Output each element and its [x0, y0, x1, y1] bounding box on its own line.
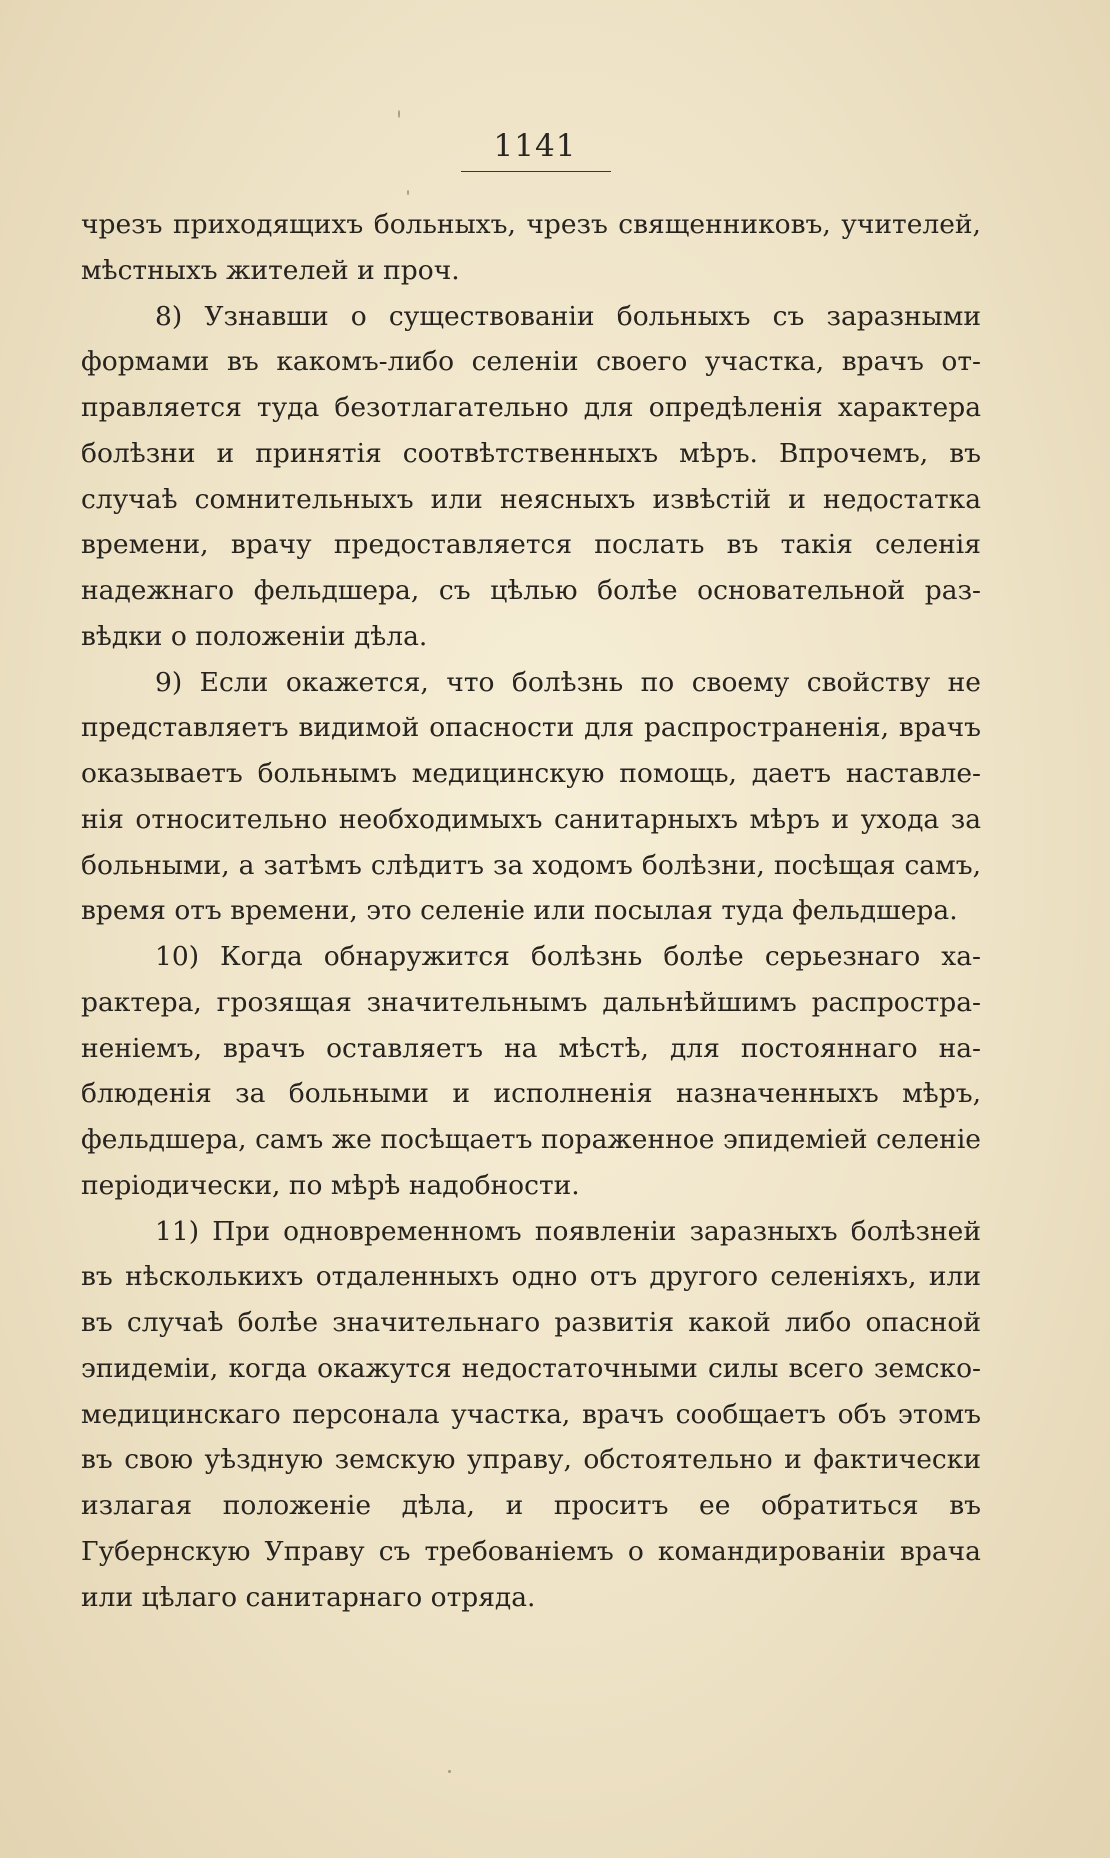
paragraph-continuation: чрезъ приходящихъ больныхъ, чрезъ священниковъ, учителей, мѣстныхъ жителей и проч.	[81, 209, 981, 286]
body-text	[81, 202, 981, 1620]
paragraph-9: 9) Если окажется, что болѣзнь по своему свойству не представляетъ видимой опасности для распространенія, врачъ оказываетъ больнымъ медицинскую помощь, даетъ наставленія относительно необходимыхъ санитарныхъ мѣръ и ухода за больными, а затѣмъ слѣдитъ за ходомъ болѣзни, посѣщая самъ, время отъ времени, это селеніе или посылая туда фельдшера.	[81, 666, 981, 927]
paper-speck	[470, 955, 484, 957]
paper-speck	[398, 110, 400, 118]
paragraph-8: 8) Узнавши о существованіи больныхъ съ заразными формами въ какомъ-либо селеніи своего участка, врачъ отправляется туда безотлагательно для опредѣленія характера болѣзни и принятія соотвѣтственныхъ мѣръ. Впрочемъ, въ случаѣ сомнительныхъ или неясныхъ извѣстій и недостатка времени, врачу предоставляется послать въ такія селенія надежнаго фельдшера, съ цѣлью болѣе основательной развѣдки о положеніи дѣла.	[81, 300, 981, 652]
paragraph-11: 11) При одновременномъ появленіи заразныхъ болѣзней въ нѣсколькихъ отдаленныхъ одно отъ другого селеніяхъ, или въ случаѣ болѣе значительнаго развитія какой либо опасной эпидеміи, когда окажутся недостаточными силы всего земско-медицинскаго персонала участка, врачъ сообщаетъ объ этомъ въ свою уѣздную земскую управу, обстоятельно и фактически излагая положеніе дѣла, и проситъ ее обратиться въ Губернскую Управу съ требованіемъ о командированіи врача или цѣлаго санитарнаго отряда.	[81, 1215, 981, 1613]
paper-speck	[448, 1770, 451, 1773]
paragraph-10: 10) Когда обнаружится болѣзнь болѣе серьезнаго характера, грозящая значительнымъ дальнѣйшимъ распространеніемъ, врачъ оставляетъ на мѣстѣ, для постояннаго наблюденія за больными и исполненія назначенныхъ мѣръ, фельдшера, самъ же посѣщаетъ пораженное эпидеміей селеніе періодически, по мѣрѣ надобности.	[81, 941, 981, 1201]
paper-speck	[407, 190, 409, 195]
page-number-rule	[461, 171, 611, 172]
page-number: 1141	[493, 128, 577, 164]
